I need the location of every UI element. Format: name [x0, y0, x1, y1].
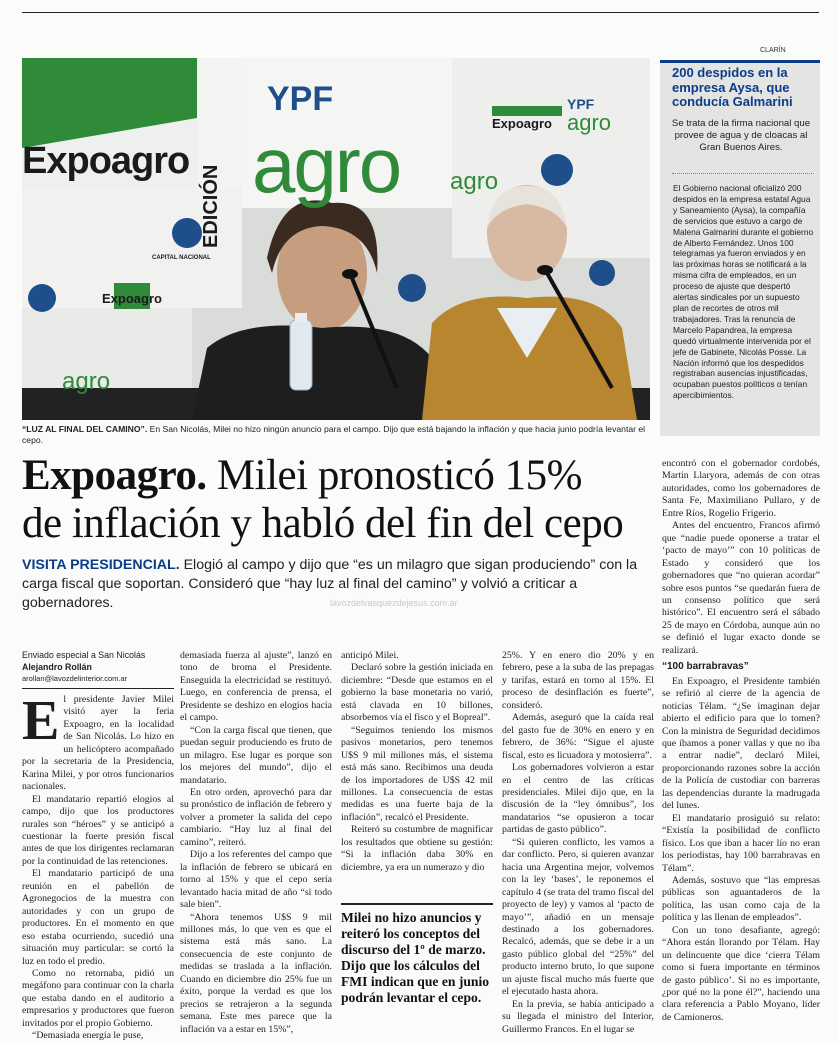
sign-agro-lower-text: agro [62, 368, 111, 395]
byline [22, 650, 174, 685]
col4-para-5: En la previa, se había anticipado a su llegada el ministro del Interior, Guillermo Francos. En el lugar se [502, 998, 654, 1035]
col4-para-4: “Si quieren conflicto, les vamos a dar conflicto. Pero, si quieren avanzar hacia una Argentina mejor, volvemos con la ley ‘bases’, le reponemos el capítulo 4 (se trata del tramo fiscal del proyecto de ley) y vamos al ‘pacto de mayo’”, añadió en un mensaje destinado a los gobernadores. Recalcó, además, que se debe ir a un gasto público global del “25%” del producto interno bruto, lo que supone un ajuste fiscal mucho más fuerte que el ejecutado hasta ahora. [502, 836, 654, 998]
top-rule [22, 12, 819, 13]
col5-subhead: “100 barrabravas” [662, 661, 749, 673]
col1-para-5: “Demasiada energía le puse, [32, 1030, 144, 1042]
col5-para-5: Además, sostuvo que “las empresas públicas son aguantaderos de la política, las usan como caja de la política y las llenan de empleados”. [662, 874, 820, 924]
col5-para-3: En Expoagro, el Presidente también se refirió al cierre de la agencia de noticias Télam. “¿Se imaginan dejar abierto el edificio para que lo tomen? Con la ministra de Seguridad decidimos que íbamos a poner vallas y que no iba a entrar nadie”, declaró Milei, proporcionando razones sobre la acción de la Policía de custodiar con barreras las dependencias durante la madrugada del lunes. [662, 675, 820, 812]
sign-ypf-text: YPF [267, 80, 334, 118]
pullquote-rule [341, 903, 493, 905]
col1-para-3: El mandatario participó de una reunión en el pabellón de Agronegocios de la muestra con autoridades y con un grupo de productores. En el momento en que eso estaba ocurriendo, sucedió una situación muy particular: se cortó la luz en todo el predio. [22, 868, 174, 967]
col2-para-2: “Con la carga fiscal que tienen, que puedan seguir produciendo es fruto de un milagro. Ese lugar es porque son los mejores del mundo”, dijo el mandatario. [180, 724, 332, 786]
caption-text: En San Nicolás, Milei no hizo ningún anuncio para el campo. Dijo que está bajando la inflación y que hacia junio podría levantar el cepo. [22, 424, 646, 445]
article-column-4 [502, 650, 654, 1036]
pullquote: Milei no hizo anuncios y reiteró los conceptos del discurso del 1º de marzo. Dijo que los cálculos del FMI indican que en junio podrán levantar el cepo. [341, 910, 490, 1005]
dropcap: E [22, 690, 60, 752]
sign-expoagro-small-text: Expoagro [492, 116, 552, 131]
col2-para-5: “Ahora tenemos U$S 9 mil millones más, lo que ven es que el sistema está más sano. La consecuencia de este conjunto de medidas se traslada a la inflación. Cuando en diciembre dio 25% fue un éxito, porque la verdad es que los precios se retrajeron a la segunda semana. Este mes parece que la inflación va a estar en 15%”, [180, 911, 332, 1035]
deck-text: Elogió al campo y dijo que “es un milagro que sigan produciendo” con la carga fiscal que soportan. Consideró que “hay luz al final del camino” y volvió a criticar a gobernadores. [22, 557, 638, 611]
col2-para-3: En otro orden, aprovechó para dar su pronóstico de inflación de febrero y volver a prometer la salida del cepo cambiario. “Hay luz al final del camino”, reiteró. [180, 786, 332, 848]
byline-rule [22, 688, 174, 689]
sign-agro-small-text: agro [567, 110, 612, 135]
caption-lead: “LUZ AL FINAL DEL CAMINO”. [22, 424, 148, 434]
col4-para-2: Además, aseguró que la caída real del gasto fue de 30% en enero y en febrero, de 36%: “Sigue el ajuste fiscal, esto es licuadora y motosierra”. [502, 712, 654, 761]
headline-line-1 [22, 452, 662, 500]
col1-para-2: El mandatario repartió elogios al campo, dijo que los productores rurales son “héroes” y se anticipó a cuestionar la fuerte presión fiscal antes de que los dirigentes reclamaran por la continuidad de las retenciones. [22, 793, 174, 867]
article-column-2 [180, 650, 332, 1036]
sign-edicion-text: EDICIÓN [200, 164, 222, 248]
sign-agro-text: agro [252, 121, 401, 209]
col3-para-3: “Seguimos teniendo los mismos pasivos monetarios, pero tenemos U$S 9 mil millones más, el sistema está más sano. Recibimos una deuda de los importadores de U$S 42 mil millones. La consecuencia de estas medidas es una fuerte baja de la inflación”, recalcó el Presidente. [341, 724, 493, 823]
col3-para-4: Reiteró su costumbre de magnificar los resultados que obtiene su gestión: “Si la inflación daba 30% en diciembre, ya era un numerazo y dio [341, 824, 493, 873]
col1-para-1-text: l presidente Javier Milei visitó ayer la feria Expoagro, en la localidad de San Nicolás. Lo hizo en un helicóptero acompañado por la secretaria de la Presidencia, Karina Milei, y por otros funcionarios nacionales. [22, 694, 174, 793]
sign-agro-mid-text: agro [450, 168, 499, 195]
sidebar-top-rule [660, 60, 820, 63]
col1-para-1 [22, 690, 174, 794]
headline [22, 452, 662, 548]
article-column-5 [662, 458, 820, 1024]
headline-lead: Expoagro. [22, 452, 207, 499]
source-label: CLARÍN [760, 47, 786, 54]
photo-caption [22, 424, 652, 446]
col5-para-1: encontró con el gobernador cordobés, Martín Llaryora, además de con otras autoridades, como los gobernadores de Santa Fe, Maximiliano Pullaro, y de Entre Ríos, Rogelio Frigerio. [662, 458, 820, 519]
sign-ypf-small-text: YPF [567, 96, 595, 112]
byline-email: arollan@lavozdelinterior.com.ar [22, 674, 128, 683]
watermark: lavozdelvasquezdejesus.com.ar [330, 598, 458, 608]
col3-para-1: anticipó Milei. [341, 650, 399, 661]
byline-author: Alejandro Rollán [22, 661, 92, 672]
sidebar-deck: Se trata de la firma nacional que provee de agua y de cloacas al Gran Buenos Aires. [671, 118, 811, 153]
sign-expoagro-lower-text: Expoagro [102, 291, 162, 306]
sign-capital-text: CAPITAL NACIONAL [152, 255, 211, 261]
sidebar-title: 200 despidos en la empresa Aysa, que conducía Galmarini [672, 65, 793, 109]
col5-para-2: Antes del encuentro, Francos afirmó que “nadie puede oponerse a tratar el ‘pacto de mayo’” con 10 políticas de Estado y consideró que los gobernadores que “no quieran acordar” sobre esos puntos “se quedarán fuera de un consenso político que será histórico”. El encuentro será el sábado 25 de mayo en Córdoba, aunque aún no se definió el lugar exacto donde se realizará. [662, 520, 820, 656]
col5-para-4: El mandatario prosiguió su relato: “Existía la posibilidad de conflicto físico. Los que iban a hacer lío no eran los periodistas, hay 100 barrabravas en Télam”. [662, 812, 820, 874]
headline-line-2: de inflación y habló del fin del cepo [22, 500, 624, 547]
deck-kicker: VISITA PRESIDENCIAL. [22, 557, 180, 573]
sidebar-body: El Gobierno nacional oficializó 200 despidos en la empresa estatal Agua y Saneamiento (Aysa), la compañía de servicios que estuvo a cargo de Malena Galmarini durante el gobierno de Alberto Fernández. Unos 100 telegramas ya fueron enviados y en las próximas horas se notificará a la misma cifra de empleados, en un proceso de ajuste que despertó alertas sindicales por un supuesto plan de recortes de otros mil trabajadores. Tras la renuncia de Marcelo Papandrea, la empresa quedó virtualmente intervenida por el jefe de Gabinete, Nicolás Posse. La Nación informó que los despedidos registraban ausencias injustificadas, ocupaban puestos políticos o tenían apercibimientos. [673, 183, 814, 401]
headline-line1-rest: Milei pronosticó 15% [206, 452, 582, 499]
article-column-3 [341, 650, 493, 874]
col2-para-4: Dijo a los referentes del campo que la inflación de febrero se ubicará en torno al 15% y que el cepo sería levantado hacia mitad de año “si todo sale bien”. [180, 849, 332, 911]
col4-para-3: Los gobernadores volvieron a estar en el centro de las críticas presidenciales. Milei dijo que, en la discusión de la “ley ómnibus”, los mandatarios “se opusieron a tocar partidas de gasto público”. [502, 762, 654, 836]
article-column-1 [22, 690, 174, 1043]
sidebar-divider [672, 173, 814, 174]
sign-expoagro-text: Expoagro [22, 140, 190, 182]
col5-para-6: Con un tono desafiante, agregó: “Ahora están llorando por Télam. Hay un delincuente que dice ‘cierra Télam como si fuera importante en términos de gasto público’. Si no es importante, ¿por qué no la pone él?”, haciendo una clara referencia a Pablo Moyano, líder de Camioneros. [662, 924, 820, 1023]
news-photo [22, 58, 650, 420]
col4-para-1: 25%. Y en enero dio 20% y en febrero, pese a la suba de las prepagas y tarifas, estará en torno al 15%. El proceso de desinflación es fuerte”, consideró. [502, 650, 654, 711]
col3-para-2: Declaró sobre la gestión iniciada en diciembre: “Desde que estamos en el gobierno la base monetaria no varió, está clavada en 10 billones, absorbemos vía el fisco y el Bopreal”. [341, 662, 493, 724]
col2-para-1: demasiada fuerza al ajuste”, lanzó en tono de broma el Presidente. Enseguida la electricidad se restituyó. Luego, en conferencia de prensa, el Presidente se deshizo en elogios hacia el campo. [180, 650, 332, 724]
col1-para-4: Como no retornaba, pidió un megáfono para continuar con la charla que estaba dando en el auditorio a empresarios y productores que fueron invitados por el propio Gobierno. [22, 967, 174, 1029]
byline-dateline: Enviado especial a San Nicolás [22, 650, 146, 660]
